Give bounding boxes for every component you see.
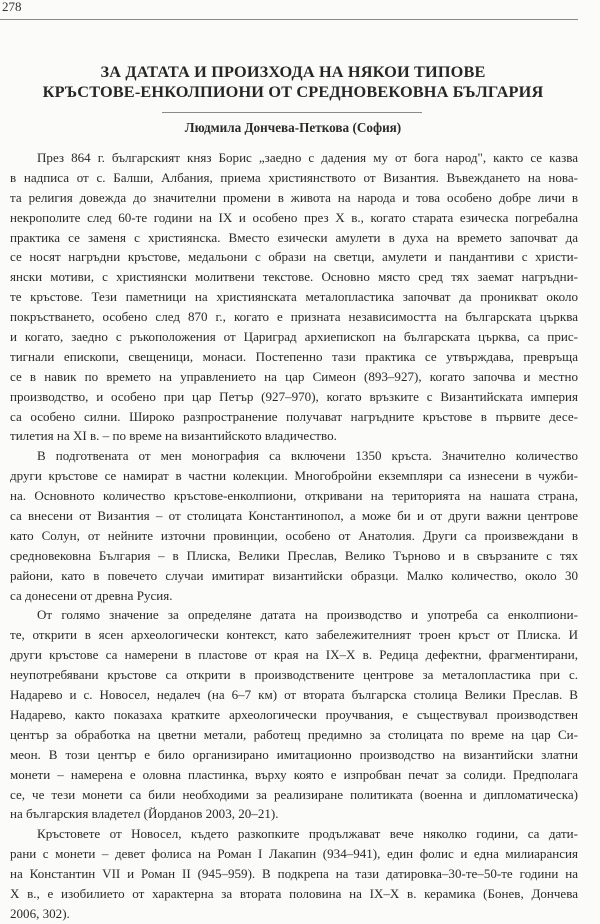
paragraph-4 bbox=[10, 824, 578, 923]
text-line: център за обработка на цветни метали, работещ предимно за столицата по време на цар Си- bbox=[10, 726, 578, 742]
text-line: Надарево, както показаха кратките археологически проучвания, е съществувал производствен bbox=[10, 706, 578, 722]
article-title bbox=[0, 62, 586, 102]
text-line: меон. В този център е било организирано имитационно производство на византийски златни bbox=[10, 746, 578, 762]
text-line: са донесени от древна Русия. bbox=[10, 587, 173, 603]
text-line: като Солун, от нейните източни провинции, особено от Анатолия. Други са произвеждани в bbox=[10, 527, 578, 543]
text-line: практика се заменя с християнска. Вместо езически амулети в духа на времето започват да bbox=[10, 229, 578, 245]
text-line: се носят нагръдни кръстове, медальони с образи на светци, амулети и пандантиви с христи- bbox=[10, 249, 578, 265]
text-line: други кръстове са намерени в пластове от края на IX–X в. Редица дефектни, фрагментирани, bbox=[10, 647, 578, 663]
text-line: тигнали епископи, свещеници, монаси. Постепенно тази практика се утвърждава, превръща bbox=[10, 348, 578, 364]
article-body bbox=[10, 148, 578, 924]
text-line: други кръстове се намират в частни колекции. Многобройни екземпляри са изнесени в чужби- bbox=[10, 468, 578, 484]
text-line: райони, като в повечето случаи имитират византийски образци. Малко количество, около 30 bbox=[10, 567, 578, 583]
paragraph-2 bbox=[10, 446, 578, 605]
text-line: От голямо значение за определяне датата на производство и употреба са енколпиони- bbox=[37, 607, 578, 623]
text-line: През 864 г. българският княз Борис „заедно с дадения му от бога народ", както се казва bbox=[37, 150, 578, 165]
title-line-1: ЗА ДАТАТА И ПРОИЗХОДА НА НЯКОИ ТИПОВЕ bbox=[100, 62, 486, 81]
text-line: рани с монети – девет фолиса на Роман I Лакапин (934–941), един фолис и една милиарансия bbox=[10, 846, 578, 862]
paragraph-3 bbox=[10, 605, 578, 824]
title-line-2: КРЪСТОВЕ-ЕНКОЛПИОНИ ОТ СРЕДНОВЕКОВНА БЪЛГАРИЯ bbox=[42, 82, 544, 101]
text-line: на. Основното количество кръстове-енколпиони, откривани на територията на нашата страна, bbox=[10, 488, 578, 504]
header-rule bbox=[0, 19, 578, 20]
text-line: янски мотиви, с християнски молитвени текстове. Основно място сред тях заемат нагръдни- bbox=[10, 269, 578, 285]
paragraph-1 bbox=[10, 148, 578, 446]
text-line: са внесени от Византия – от столицата Константинопол, а може би и от други важни центрове bbox=[10, 508, 578, 524]
text-line: та религия довежда до значителни промени в живота на народа и това особено добре личи в bbox=[10, 189, 578, 205]
text-line: се в навик по времето на управлението на цар Симеон (893–927), когато започва и местно bbox=[10, 368, 578, 384]
text-line: те кръстове. Тези паметници на християнската металопластика започват да проникват около bbox=[10, 289, 578, 305]
text-line: покръстването, особено след 870 г., когато е призната независимостта на българската църква bbox=[10, 309, 578, 325]
text-line: в надписа от с. Балши, Албания, приема християнството от Византия. Въвеждането на нова- bbox=[10, 169, 578, 185]
author-line: Людмила Дончева-Петкова (София) bbox=[184, 120, 402, 135]
text-line: Надарево и с. Новосел, недалеч (на 6–7 км) от втората българска столица Велики Преслав. В bbox=[10, 687, 578, 703]
text-line: на българския владетел (Йорданов 2003, 20–21). bbox=[10, 806, 279, 822]
text-line: се, че тези монети са били необходими за реализиране политиката (военна и дипломатическа) bbox=[10, 786, 578, 802]
text-line: монети – намерена е оловна пластинка, върху която е изпробван печат за солиди. Предполага bbox=[10, 766, 578, 782]
text-line: производство, и особено при цар Петър (927–970), когато връзките с Византийската империя bbox=[10, 388, 578, 404]
text-line: са особено силни. Широко разпространение получават нагръдните кръстове в първите десе- bbox=[10, 408, 578, 424]
text-line: и когато, заедно с ръкоположения от Цариград архиепископ на българската църква, са прис- bbox=[10, 329, 578, 345]
text-line: X в., е изобилието от характерна за втората половина на IX–X в. керамика (Бонев, Дончева bbox=[10, 885, 578, 901]
text-line: В подготвената от мен монография са включени 1350 кръста. Значително количество bbox=[37, 448, 578, 464]
text-line: неупотребявани кръстове са открити в производствените центрове за металопластика при с. bbox=[10, 667, 578, 683]
text-line: те, открити в ясен археологически контекст, като забележителният троен кръст от Плиска. И bbox=[10, 627, 578, 643]
text-line: тилетия на XI в. – по време на византийското владичество. bbox=[10, 428, 337, 444]
text-line: средновековна България – в Плиска, Велики Преслав, Велико Търново и в свързаните с тях bbox=[10, 547, 578, 563]
text-line: Кръстовете от Новосел, където разкопките продължават вече няколко години, са дати- bbox=[37, 826, 578, 842]
title-rule bbox=[162, 112, 422, 113]
text-line: некрополите след 60-те години на IX и особено през X в., когато старата езическа погребална bbox=[10, 209, 578, 225]
text-line: 2006, 302). bbox=[10, 905, 70, 921]
text-line: на Константин VII и Роман II (945–959). В подкрепа на тази датировка–30-те–50-те години на bbox=[10, 866, 578, 882]
page-number: 278 bbox=[2, 0, 22, 14]
